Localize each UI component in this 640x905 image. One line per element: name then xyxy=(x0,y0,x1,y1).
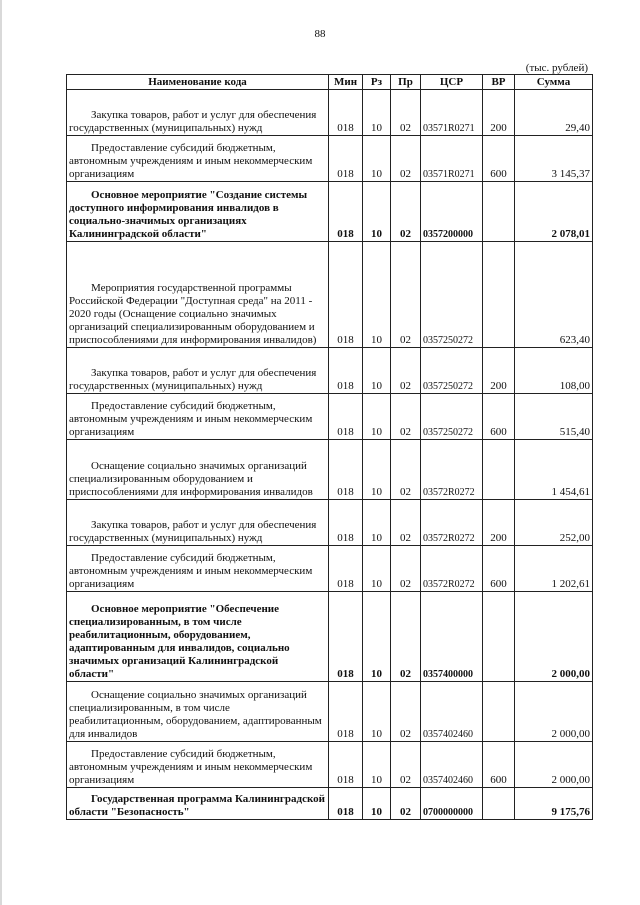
row-name xyxy=(67,682,329,742)
row-name xyxy=(67,546,329,592)
row-vr: 600 xyxy=(483,742,515,788)
row-name-text: Предоставление субсидий бюджетным, автономным учреждениям и иным некоммерческим организациям xyxy=(69,552,313,590)
row-csr: 0357200000 xyxy=(421,182,483,242)
row-pr: 02 xyxy=(391,440,421,500)
row-min: 018 xyxy=(329,592,363,682)
row-min: 018 xyxy=(329,394,363,440)
row-min: 018 xyxy=(329,440,363,500)
row-name-text: Предоставление субсидий бюджетным, автономным учреждениям и иным некоммерческим организациям xyxy=(69,748,313,786)
row-csr: 03572R0272 xyxy=(421,500,483,546)
table-row xyxy=(67,136,593,182)
table-row xyxy=(67,788,593,820)
row-min: 018 xyxy=(329,136,363,182)
row-rz: 10 xyxy=(363,592,391,682)
page-number: 88 xyxy=(314,28,326,40)
row-vr: 600 xyxy=(483,394,515,440)
row-pr: 02 xyxy=(391,394,421,440)
units-label: (тыс. рублей) xyxy=(525,62,588,74)
row-sum: 2 000,00 xyxy=(515,592,593,682)
row-sum: 3 145,37 xyxy=(515,136,593,182)
row-name-text: Государственная программа Калининградской области "Безопасность" xyxy=(69,793,326,818)
row-min: 018 xyxy=(329,500,363,546)
row-csr: 0357250272 xyxy=(421,348,483,394)
row-csr: 03572R0272 xyxy=(421,546,483,592)
row-min: 018 xyxy=(329,242,363,348)
table-row xyxy=(67,500,593,546)
row-pr: 02 xyxy=(391,90,421,136)
row-min: 018 xyxy=(329,682,363,742)
row-vr xyxy=(483,242,515,348)
row-rz: 10 xyxy=(363,546,391,592)
row-name xyxy=(67,788,329,820)
row-min: 018 xyxy=(329,90,363,136)
row-pr: 02 xyxy=(391,136,421,182)
table-row xyxy=(67,546,593,592)
row-name-text: Закупка товаров, работ и услуг для обеспечения государственных (муниципальных) нужд xyxy=(69,367,317,392)
row-min: 018 xyxy=(329,348,363,394)
table-row xyxy=(67,182,593,242)
row-vr: 200 xyxy=(483,90,515,136)
row-name-text: Основное мероприятие "Обеспечение специализированным, в том числе реабилитационным, оборудованием, адаптированным для инвалидов, социально значимых организаций Калининградской области" xyxy=(69,603,290,680)
row-sum: 1 202,61 xyxy=(515,546,593,592)
row-sum: 2 078,01 xyxy=(515,182,593,242)
row-name-text: Основное мероприятие "Создание системы доступного информирования инвалидов в социально-значимых организациях Калининградской области" xyxy=(69,189,308,240)
header-csr: ЦСР xyxy=(421,75,483,90)
table-header-row xyxy=(67,75,593,90)
row-name xyxy=(67,90,329,136)
row-rz: 10 xyxy=(363,348,391,394)
header-vr: ВР xyxy=(483,75,515,90)
row-sum: 2 000,00 xyxy=(515,682,593,742)
table-row xyxy=(67,440,593,500)
row-name-text: Предоставление субсидий бюджетным, автономным учреждениям и иным некоммерческим организациям xyxy=(69,400,313,438)
header-rz: Рз xyxy=(363,75,391,90)
table-row xyxy=(67,90,593,136)
header-min: Мин xyxy=(329,75,363,90)
row-pr: 02 xyxy=(391,182,421,242)
table-row xyxy=(67,682,593,742)
row-name-text: Оснащение социально значимых организаций специализированным оборудованием и приспособлениями для информирования инвалидов xyxy=(69,460,313,498)
table-row xyxy=(67,742,593,788)
row-pr: 02 xyxy=(391,592,421,682)
scan-edge xyxy=(0,0,2,905)
row-pr: 02 xyxy=(391,348,421,394)
row-min: 018 xyxy=(329,788,363,820)
row-sum: 623,40 xyxy=(515,242,593,348)
row-csr: 03571R0271 xyxy=(421,90,483,136)
row-rz: 10 xyxy=(363,500,391,546)
row-csr: 0357400000 xyxy=(421,592,483,682)
row-csr: 0357250272 xyxy=(421,242,483,348)
row-min: 018 xyxy=(329,546,363,592)
row-min: 018 xyxy=(329,182,363,242)
header-pr: Пр xyxy=(391,75,421,90)
row-rz: 10 xyxy=(363,788,391,820)
row-pr: 02 xyxy=(391,682,421,742)
row-vr: 200 xyxy=(483,348,515,394)
row-rz: 10 xyxy=(363,394,391,440)
row-sum: 108,00 xyxy=(515,348,593,394)
row-rz: 10 xyxy=(363,682,391,742)
row-csr: 03572R0272 xyxy=(421,440,483,500)
row-name-text: Предоставление субсидий бюджетным, автономным учреждениям и иным некоммерческим организациям xyxy=(69,142,313,180)
row-vr xyxy=(483,182,515,242)
row-sum: 9 175,76 xyxy=(515,788,593,820)
row-csr: 0357250272 xyxy=(421,394,483,440)
row-name xyxy=(67,182,329,242)
row-sum: 252,00 xyxy=(515,500,593,546)
row-rz: 10 xyxy=(363,182,391,242)
row-name xyxy=(67,348,329,394)
row-vr: 600 xyxy=(483,136,515,182)
row-name xyxy=(67,394,329,440)
table-row xyxy=(67,348,593,394)
header-sum: Сумма xyxy=(515,75,593,90)
row-name-text: Закупка товаров, работ и услуг для обеспечения государственных (муниципальных) нужд xyxy=(69,519,317,544)
row-rz: 10 xyxy=(363,90,391,136)
row-csr: 0357402460 xyxy=(421,682,483,742)
row-name xyxy=(67,136,329,182)
row-vr xyxy=(483,682,515,742)
table-row xyxy=(67,394,593,440)
row-min: 018 xyxy=(329,742,363,788)
budget-table xyxy=(66,74,593,820)
header-name: Наименование кода xyxy=(67,75,329,90)
row-csr: 0700000000 xyxy=(421,788,483,820)
table-row xyxy=(67,592,593,682)
row-name xyxy=(67,242,329,348)
row-name xyxy=(67,592,329,682)
row-pr: 02 xyxy=(391,546,421,592)
row-vr xyxy=(483,440,515,500)
row-name xyxy=(67,440,329,500)
row-name xyxy=(67,742,329,788)
row-name-text: Оснащение социально значимых организаций специализированным, в том числе реабилитационным, оборудованием, адаптированным для инвалидов xyxy=(69,689,322,740)
row-vr: 600 xyxy=(483,546,515,592)
row-rz: 10 xyxy=(363,440,391,500)
row-pr: 02 xyxy=(391,500,421,546)
row-vr: 200 xyxy=(483,500,515,546)
row-name-text: Закупка товаров, работ и услуг для обеспечения государственных (муниципальных) нужд xyxy=(69,109,317,134)
row-name xyxy=(67,500,329,546)
row-csr: 03571R0271 xyxy=(421,136,483,182)
row-sum: 29,40 xyxy=(515,90,593,136)
row-pr: 02 xyxy=(391,242,421,348)
row-sum: 2 000,00 xyxy=(515,742,593,788)
row-rz: 10 xyxy=(363,242,391,348)
row-pr: 02 xyxy=(391,788,421,820)
row-sum: 515,40 xyxy=(515,394,593,440)
row-rz: 10 xyxy=(363,136,391,182)
row-csr: 0357402460 xyxy=(421,742,483,788)
row-vr xyxy=(483,788,515,820)
row-rz: 10 xyxy=(363,742,391,788)
table-row xyxy=(67,242,593,348)
row-vr xyxy=(483,592,515,682)
row-name-text: Мероприятия государственной программы Российской Федерации "Доступная среда" на 2011 - 2020 годы (Оснащение социально значимых организаций специализированным оборудованием и приспособлениями для информирования инвалидов) xyxy=(69,282,317,346)
row-pr: 02 xyxy=(391,742,421,788)
row-sum: 1 454,61 xyxy=(515,440,593,500)
